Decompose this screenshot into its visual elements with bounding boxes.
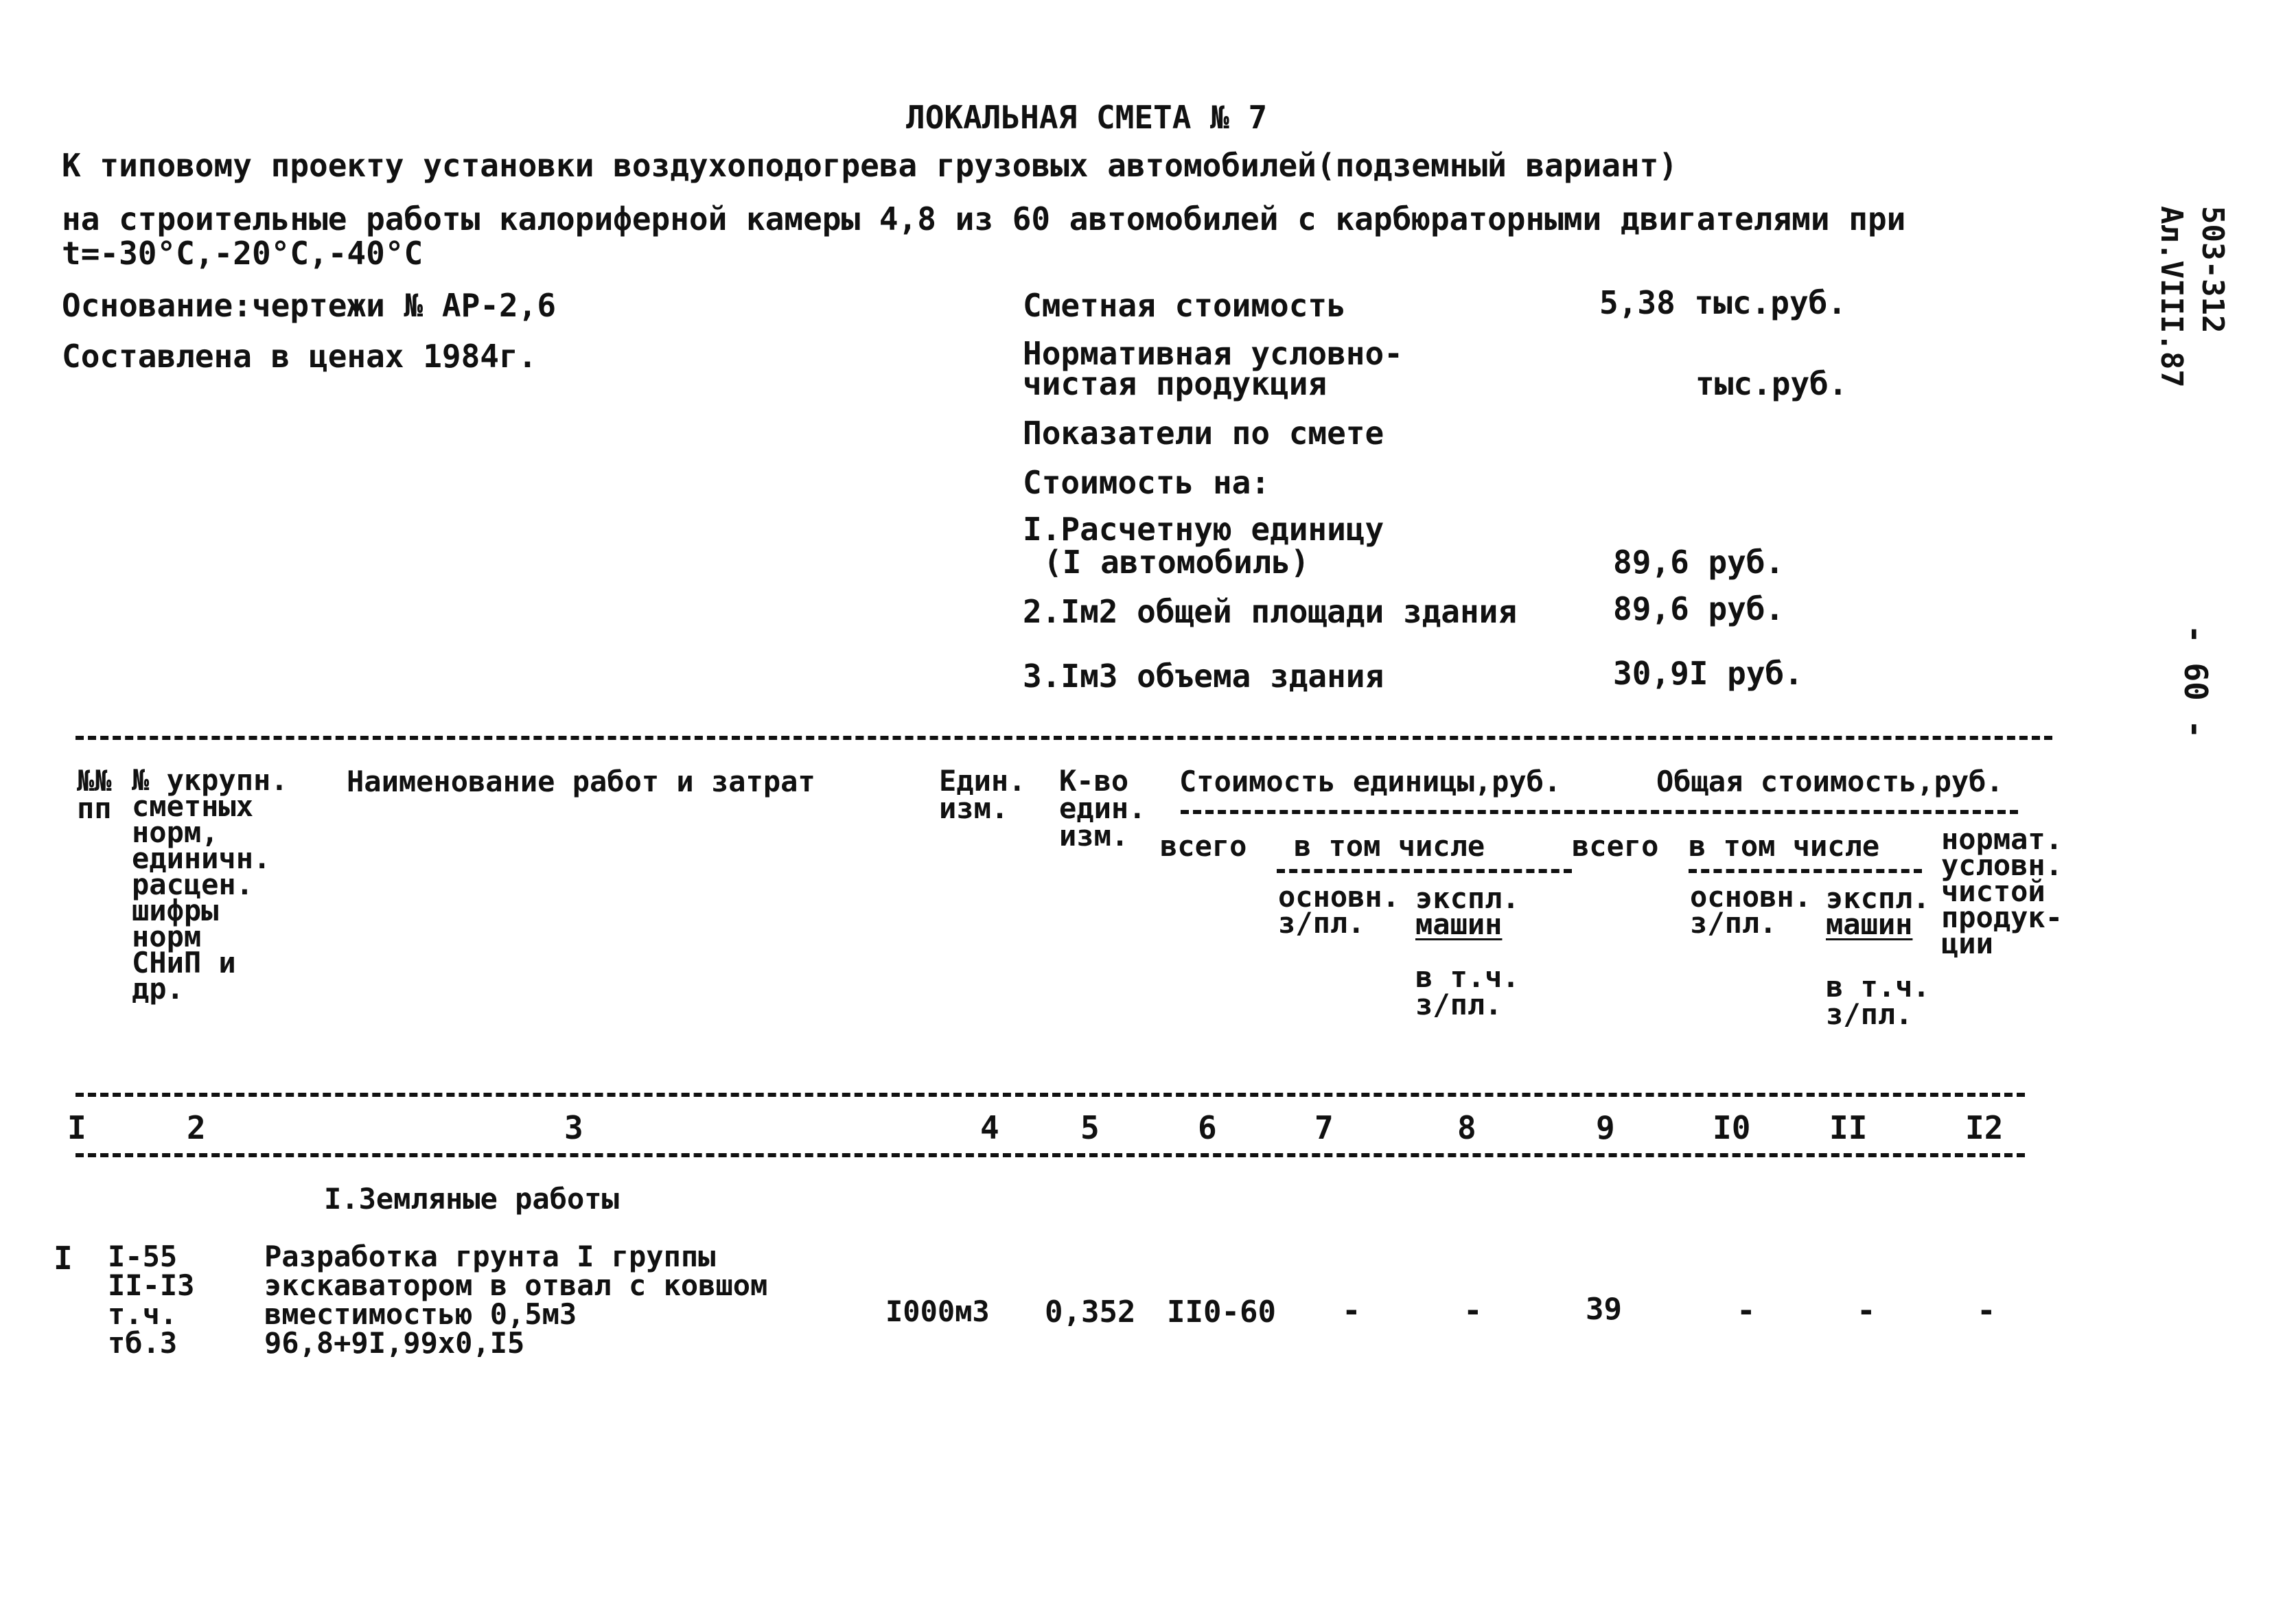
normative-label-1: Нормативная условно- <box>1023 335 1403 372</box>
header-top-rule <box>76 736 2052 740</box>
total-mach-header-2: машин <box>1826 907 1913 941</box>
row-qty: 0,352 <box>1045 1295 1136 1330</box>
col-number: 3 <box>564 1109 583 1146</box>
col-number: I0 <box>1713 1109 1751 1146</box>
unit-mach-header: экспл. <box>1415 881 1520 915</box>
col-number: I <box>67 1109 86 1146</box>
normative-label-2: чистая продукция <box>1023 365 1328 402</box>
col-header-3: Наименование работ и затрат <box>347 765 815 798</box>
normative-header: нормат. условн. чистой продук- ции <box>1941 822 2063 960</box>
colnum-top-rule <box>76 1093 2025 1097</box>
col-header-4: Един. изм. <box>939 764 1026 825</box>
item2-value: 89,6 руб. <box>1613 590 1785 627</box>
unit-total-header: всего <box>1160 829 1247 863</box>
cost-on-label: Стоимость на: <box>1023 464 1271 501</box>
col-header-1: №№ пп <box>77 764 112 825</box>
row-unit-mach: - <box>1463 1292 1483 1329</box>
indicators-label: Показатели по смете <box>1023 415 1384 452</box>
row-total: 39 <box>1586 1292 1622 1327</box>
total-total-header: всего <box>1572 829 1659 863</box>
subtitle-line-3: t=-30°С,-20°С,-40°С <box>62 235 424 272</box>
row-total-mach: - <box>1857 1292 1876 1329</box>
side-code: 503-312 <box>2195 206 2230 334</box>
row-unit-total: II0-60 <box>1167 1295 1276 1330</box>
unit-breakdown-rule <box>1277 869 1572 873</box>
row-normative: - <box>1977 1292 1996 1329</box>
side-album: Ал.VIII.87 <box>2154 206 2189 388</box>
unit-mach-wage-header: в т.ч. з/пл. <box>1415 960 1520 1021</box>
row-code: I-55 II-I3 т.ч. тб.3 <box>108 1240 195 1360</box>
section-title: I.Земляные работы <box>324 1182 619 1216</box>
item2-label: 2.Iм2 общей площади здания <box>1023 593 1518 630</box>
total-mach-header: экспл. <box>1826 881 1930 915</box>
col-number: 8 <box>1457 1109 1476 1146</box>
colnum-bottom-rule <box>76 1153 2025 1157</box>
col-header-5: К-во един. изм. <box>1059 764 1146 852</box>
estimated-cost-label: Сметная стоимость <box>1023 287 1346 324</box>
col-number: 5 <box>1080 1109 1100 1146</box>
unit-mach-header-2: машин <box>1415 907 1503 941</box>
unit-basic-header: основн. з/пл. <box>1278 880 1400 940</box>
page-number: - 60 - <box>2177 625 2214 739</box>
item1-value: 89,6 руб. <box>1613 544 1785 581</box>
row-unit-basic: - <box>1342 1292 1361 1329</box>
total-breakdown-header: в том числе <box>1689 829 1880 863</box>
row-name: Разработка грунта I группы экскаватором в отвал с ковшом вместимостью 0,5м3 96,8+9I,99x0,I5 <box>264 1240 768 1360</box>
unit-cost-header: Стоимость единицы,руб. <box>1179 765 1562 798</box>
col-header-2: № укрупн. сметных норм, единичн. расцен. шифры норм СНиП и др. <box>132 763 288 1006</box>
row-number: I <box>54 1240 73 1277</box>
estimated-cost-value: 5,38 тыс.руб. <box>1599 284 1847 321</box>
total-mach-wage-header: в т.ч. з/пл. <box>1826 970 1930 1031</box>
row-total-basic: - <box>1737 1292 1756 1329</box>
normative-value: тыс.руб. <box>1695 365 1848 402</box>
col-number: 4 <box>980 1109 999 1146</box>
prices-text: Составлена в ценах 1984г. <box>62 338 537 375</box>
document-title: ЛОКАЛЬНАЯ СМЕТА № 7 <box>906 99 1268 136</box>
item1-label-1: I.Расчетную единицу <box>1023 511 1384 548</box>
item1-label-2: (I автомобиль) <box>1043 544 1310 581</box>
item3-label: 3.Iм3 объема здания <box>1023 658 1384 695</box>
total-breakdown-rule <box>1689 869 1922 873</box>
col-number: 2 <box>187 1109 206 1146</box>
col-number: 7 <box>1314 1109 1334 1146</box>
col-number: 9 <box>1596 1109 1615 1146</box>
subtitle-line-2: на строительные работы калориферной камеры 4,8 из 60 автомобилей с карбюраторными двигателями при <box>62 200 1906 237</box>
col-number: II <box>1829 1109 1868 1146</box>
row-unit: I000м3 <box>885 1295 990 1328</box>
total-cost-header: Общая стоимость,руб. <box>1656 765 2004 798</box>
subtitle-line-1: К типовому проекту установки воздухоподогрева грузовых автомобилей(подземный вариант) <box>62 147 1678 184</box>
col-number: 6 <box>1198 1109 1217 1146</box>
item3-value: 30,9I руб. <box>1613 655 1803 692</box>
total-basic-header: основн. з/пл. <box>1690 880 1812 940</box>
cost-header-rule <box>1181 810 2018 814</box>
col-number: I2 <box>1965 1109 2004 1146</box>
unit-breakdown-header: в том числе <box>1294 829 1485 863</box>
basis-text: Основание:чертежи № АР-2,6 <box>62 287 557 324</box>
